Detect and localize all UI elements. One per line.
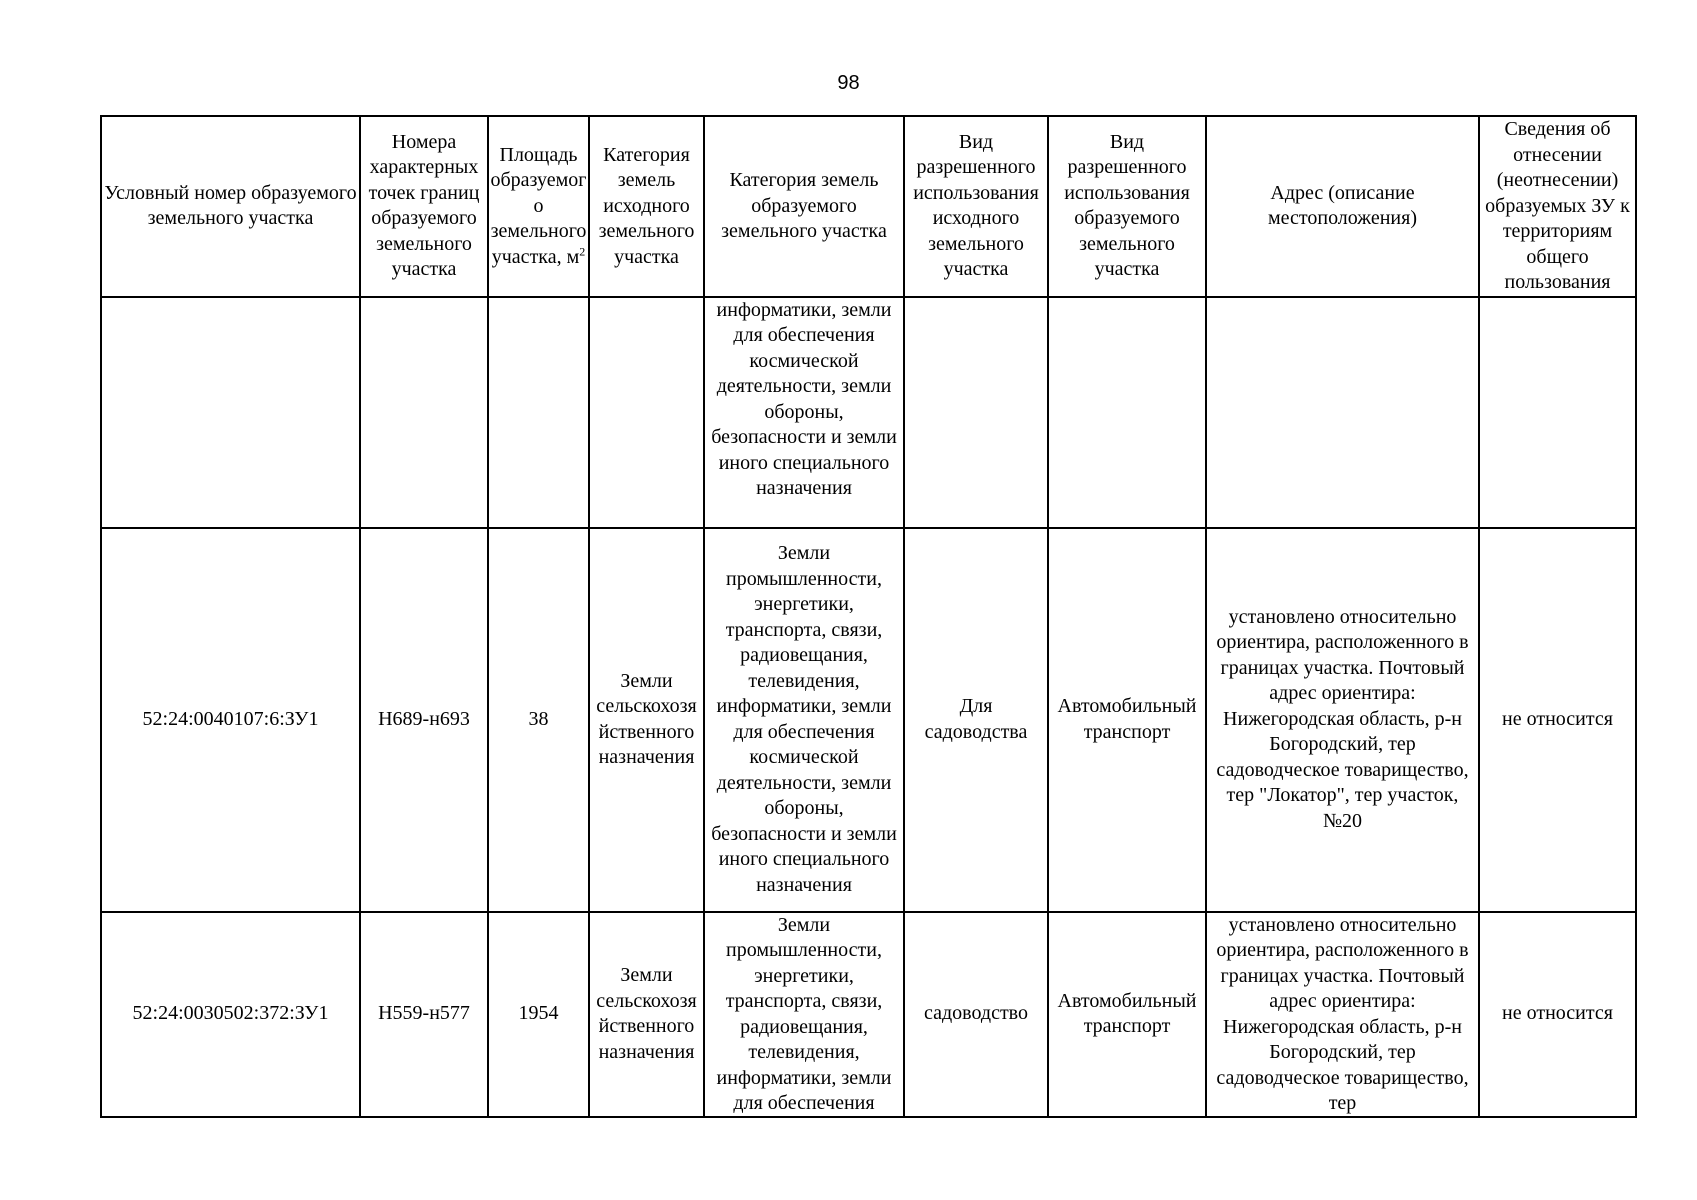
- cell-source-use: садоводство: [904, 912, 1048, 1117]
- cell-boundary-points: [360, 297, 488, 528]
- header-area-label: Площадь образуемого земельного участка, м: [490, 143, 587, 268]
- cell-source-use: [904, 297, 1048, 528]
- header-public-use: Сведения об отнесении (неотнесении) образуемых ЗУ к территориям общего пользования: [1479, 116, 1636, 297]
- cell-new-use: Автомобильный транспорт: [1048, 912, 1206, 1117]
- table-row: [101, 528, 1636, 912]
- header-plot-number: Условный номер образуемого земельного участка: [101, 116, 360, 297]
- cell-plot-number: 52:24:0030502:372:ЗУ1: [101, 912, 360, 1117]
- cell-new-category: [704, 912, 904, 1117]
- cell-area: 38: [488, 528, 589, 912]
- cell-address-text: установлено относительно ориентира, расположенного в границах участка. Почтовый адрес ориентира: Нижегородская область, р-н Богородский, тер садоводческое товарищество, тер: [1216, 913, 1469, 1114]
- land-plot-table: [100, 115, 1637, 1118]
- cell-area: [488, 297, 589, 528]
- cell-source-category: Земли сельскохозяйственного назначения: [589, 912, 704, 1117]
- cell-area: 1954: [488, 912, 589, 1117]
- cell-address: [1206, 297, 1479, 528]
- header-boundary-points: Номера характерных точек границ образуемого земельного участка: [360, 116, 488, 297]
- header-new-category: Категория земель образуемого земельного участка: [704, 116, 904, 297]
- cell-address: установлено относительно ориентира, расположенного в границах участка. Почтовый адрес ориентира: Нижегородская область, р-н Богородский, тер садоводческое товарищество, тер "Локатор", тер участок, №20: [1206, 528, 1479, 912]
- header-area-superscript: 2: [579, 243, 586, 258]
- cell-new-use: [1048, 297, 1206, 528]
- header-source-use: Вид разрешенного использования исходного земельного участка: [904, 116, 1048, 297]
- cell-new-category: информатики, земли для обеспечения космической деятельности, земли обороны, безопасности и земли иного специального назначения: [704, 297, 904, 528]
- cell-address: [1206, 912, 1479, 1117]
- cell-new-category: Земли промышленности, энергетики, транспорта, связи, радиовещания, телевидения, информатики, земли для обеспечения космической деятельности, земли обороны, безопасности и земли иного специального назначения: [704, 528, 904, 912]
- table-row: [101, 912, 1636, 1117]
- cell-public-use: не относится: [1479, 528, 1636, 912]
- cell-public-use: [1479, 297, 1636, 528]
- cell-source-category: Земли сельскохозяйственного назначения: [589, 528, 704, 912]
- cell-public-use: не относится: [1479, 912, 1636, 1117]
- cell-boundary-points: Н559-н577: [360, 912, 488, 1117]
- cell-plot-number: [101, 297, 360, 528]
- page-number: 98: [837, 72, 860, 94]
- header-source-category: Категория земель исходного земельного участка: [589, 116, 704, 297]
- cell-new-use: Автомобильный транспорт: [1048, 528, 1206, 912]
- cell-new-category-text: Земли промышленности, энергетики, транспорта, связи, радиовещания, телевидения, информатики, земли для обеспечения: [716, 913, 892, 1114]
- table-row: [101, 297, 1636, 528]
- header-address: Адрес (описание местоположения): [1206, 116, 1479, 297]
- cell-source-category: [589, 297, 704, 528]
- table-header-row: [101, 116, 1636, 297]
- header-new-use: Вид разрешенного использования образуемого земельного участка: [1048, 116, 1206, 297]
- header-area: [488, 116, 589, 297]
- cell-plot-number: 52:24:0040107:6:ЗУ1: [101, 528, 360, 912]
- cell-source-use: Для садоводства: [904, 528, 1048, 912]
- cell-boundary-points: Н689-н693: [360, 528, 488, 912]
